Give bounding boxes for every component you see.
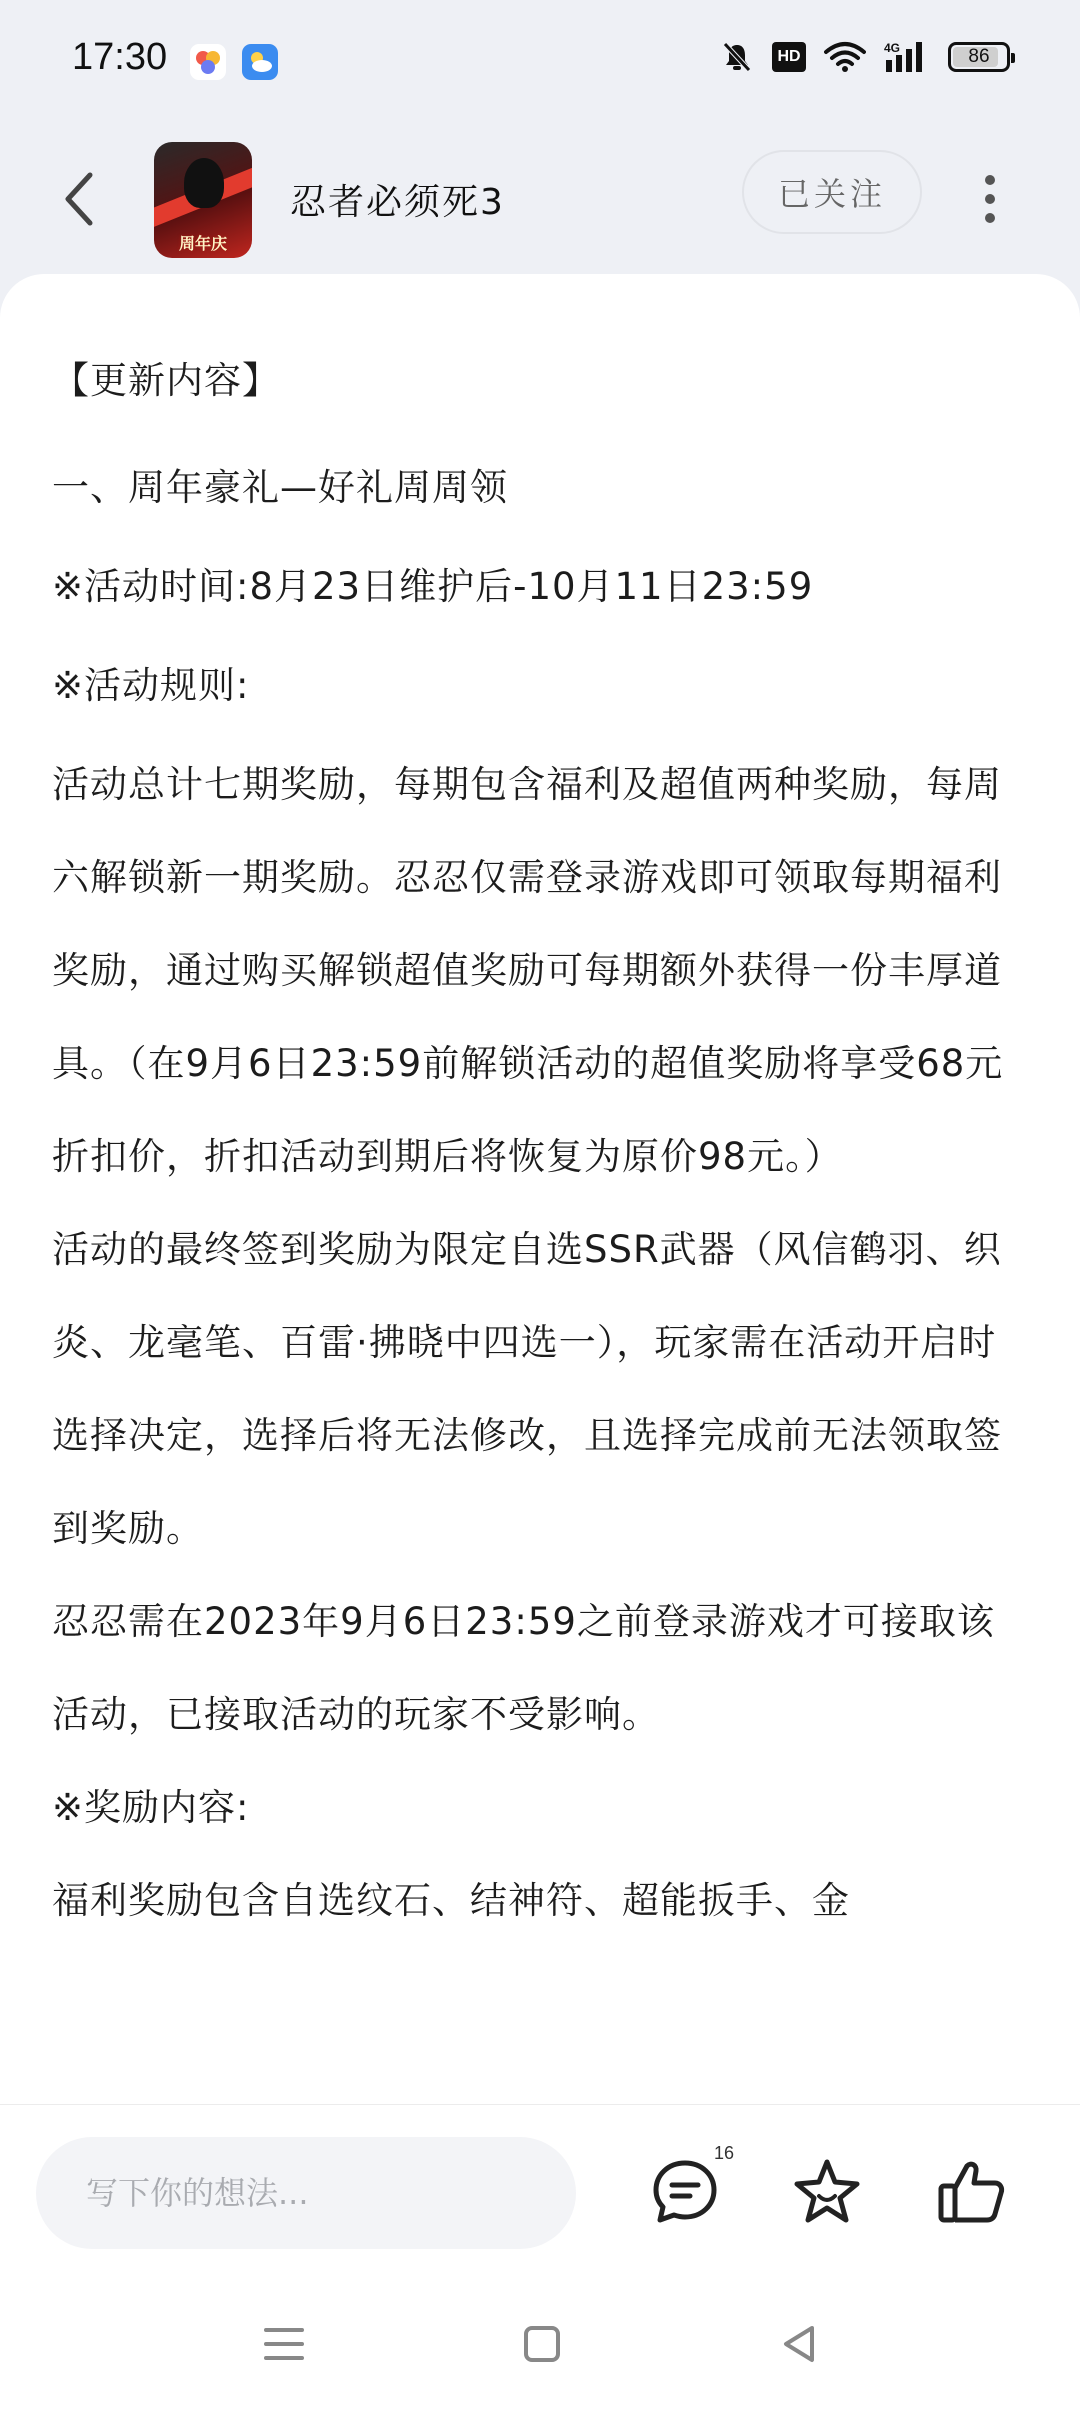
notification-app-icon [190,44,226,80]
article-card[interactable] [0,274,1080,2104]
menu-icon [262,2324,306,2364]
article-body [0,274,1080,1947]
battery-text: 86 [968,46,990,67]
weather-app-icon [242,44,278,80]
article-paragraph: 一、周年豪礼—好礼周周领 [52,466,508,509]
article-paragraph: 活动总计七期奖励，每期包含福利及超值两种奖励，每周六解锁新一期奖励。忍忍仅需登录游戏即可领取每期福利奖励，通过购买解锁超值奖励可每期额外获得一份丰厚道具。（在9月6日23:59前解锁活动的超值奖励将享受68元折扣价，折扣活动到期后将恢复为原价98元。） [52,763,1004,1178]
more-dot-icon [985,194,995,204]
article-paragraph: ※活动规则: [52,664,250,707]
more-dot-icon [985,213,995,223]
article-paragraph: 福利奖励包含自选纹石、结神符、超能扳手、金 [52,1879,850,1922]
article-paragraph: 忍忍需在2023年9月6日23:59之前登录游戏才可接取该活动，已接取活动的玩家不受影响。 [52,1600,995,1736]
game-title[interactable]: 忍者必须死3 [290,182,505,223]
favorite-button[interactable] [786,2151,868,2233]
game-icon-badge: 周年庆 [178,234,227,253]
star-icon [791,2156,863,2228]
more-options-button[interactable] [970,164,1010,234]
like-button[interactable] [930,2151,1012,2233]
cellular-signal-icon [884,40,930,74]
system-nav-bar [0,2274,1080,2412]
ninja-figure-icon [184,158,224,208]
battery-icon [948,42,1010,72]
more-dot-icon [985,175,995,185]
game-icon[interactable] [154,142,252,258]
article-section-title: 【更新内容】 [52,359,280,402]
status-bar [0,0,1080,124]
comment-count: 16 [714,2143,735,2163]
system-back-button[interactable] [760,2304,840,2384]
header [0,124,1080,274]
action-bar [0,2104,1080,2275]
hd-badge: HD [772,42,806,72]
home-square-icon [522,2324,562,2364]
article-paragraph: ※活动时间:8月23日维护后-10月11日23:59 [52,565,814,608]
network-type-label: 4G [884,41,901,55]
chevron-left-icon [60,169,100,229]
back-triangle-icon [780,2324,820,2364]
recent-apps-button[interactable] [244,2304,324,2384]
comment-icon [650,2157,720,2227]
back-button[interactable] [50,159,110,239]
thumbs-up-icon [935,2156,1007,2228]
article-paragraph: 活动的最终签到奖励为限定自选SSR武器（风信鹤羽、织炎、龙毫笔、百雷·拂晓中四选一），玩家需在活动开启时选择决定，选择后将无法修改，且选择完成前无法领取签到奖励。 [52,1228,1002,1550]
mute-icon [720,40,754,74]
article-paragraph: ※奖励内容: [52,1786,250,1829]
comment-input[interactable] [36,2137,576,2249]
status-time: 17:30 [72,36,168,78]
follow-button[interactable]: 已关注 [742,150,922,234]
home-button[interactable] [502,2304,582,2384]
wifi-icon [824,41,866,73]
